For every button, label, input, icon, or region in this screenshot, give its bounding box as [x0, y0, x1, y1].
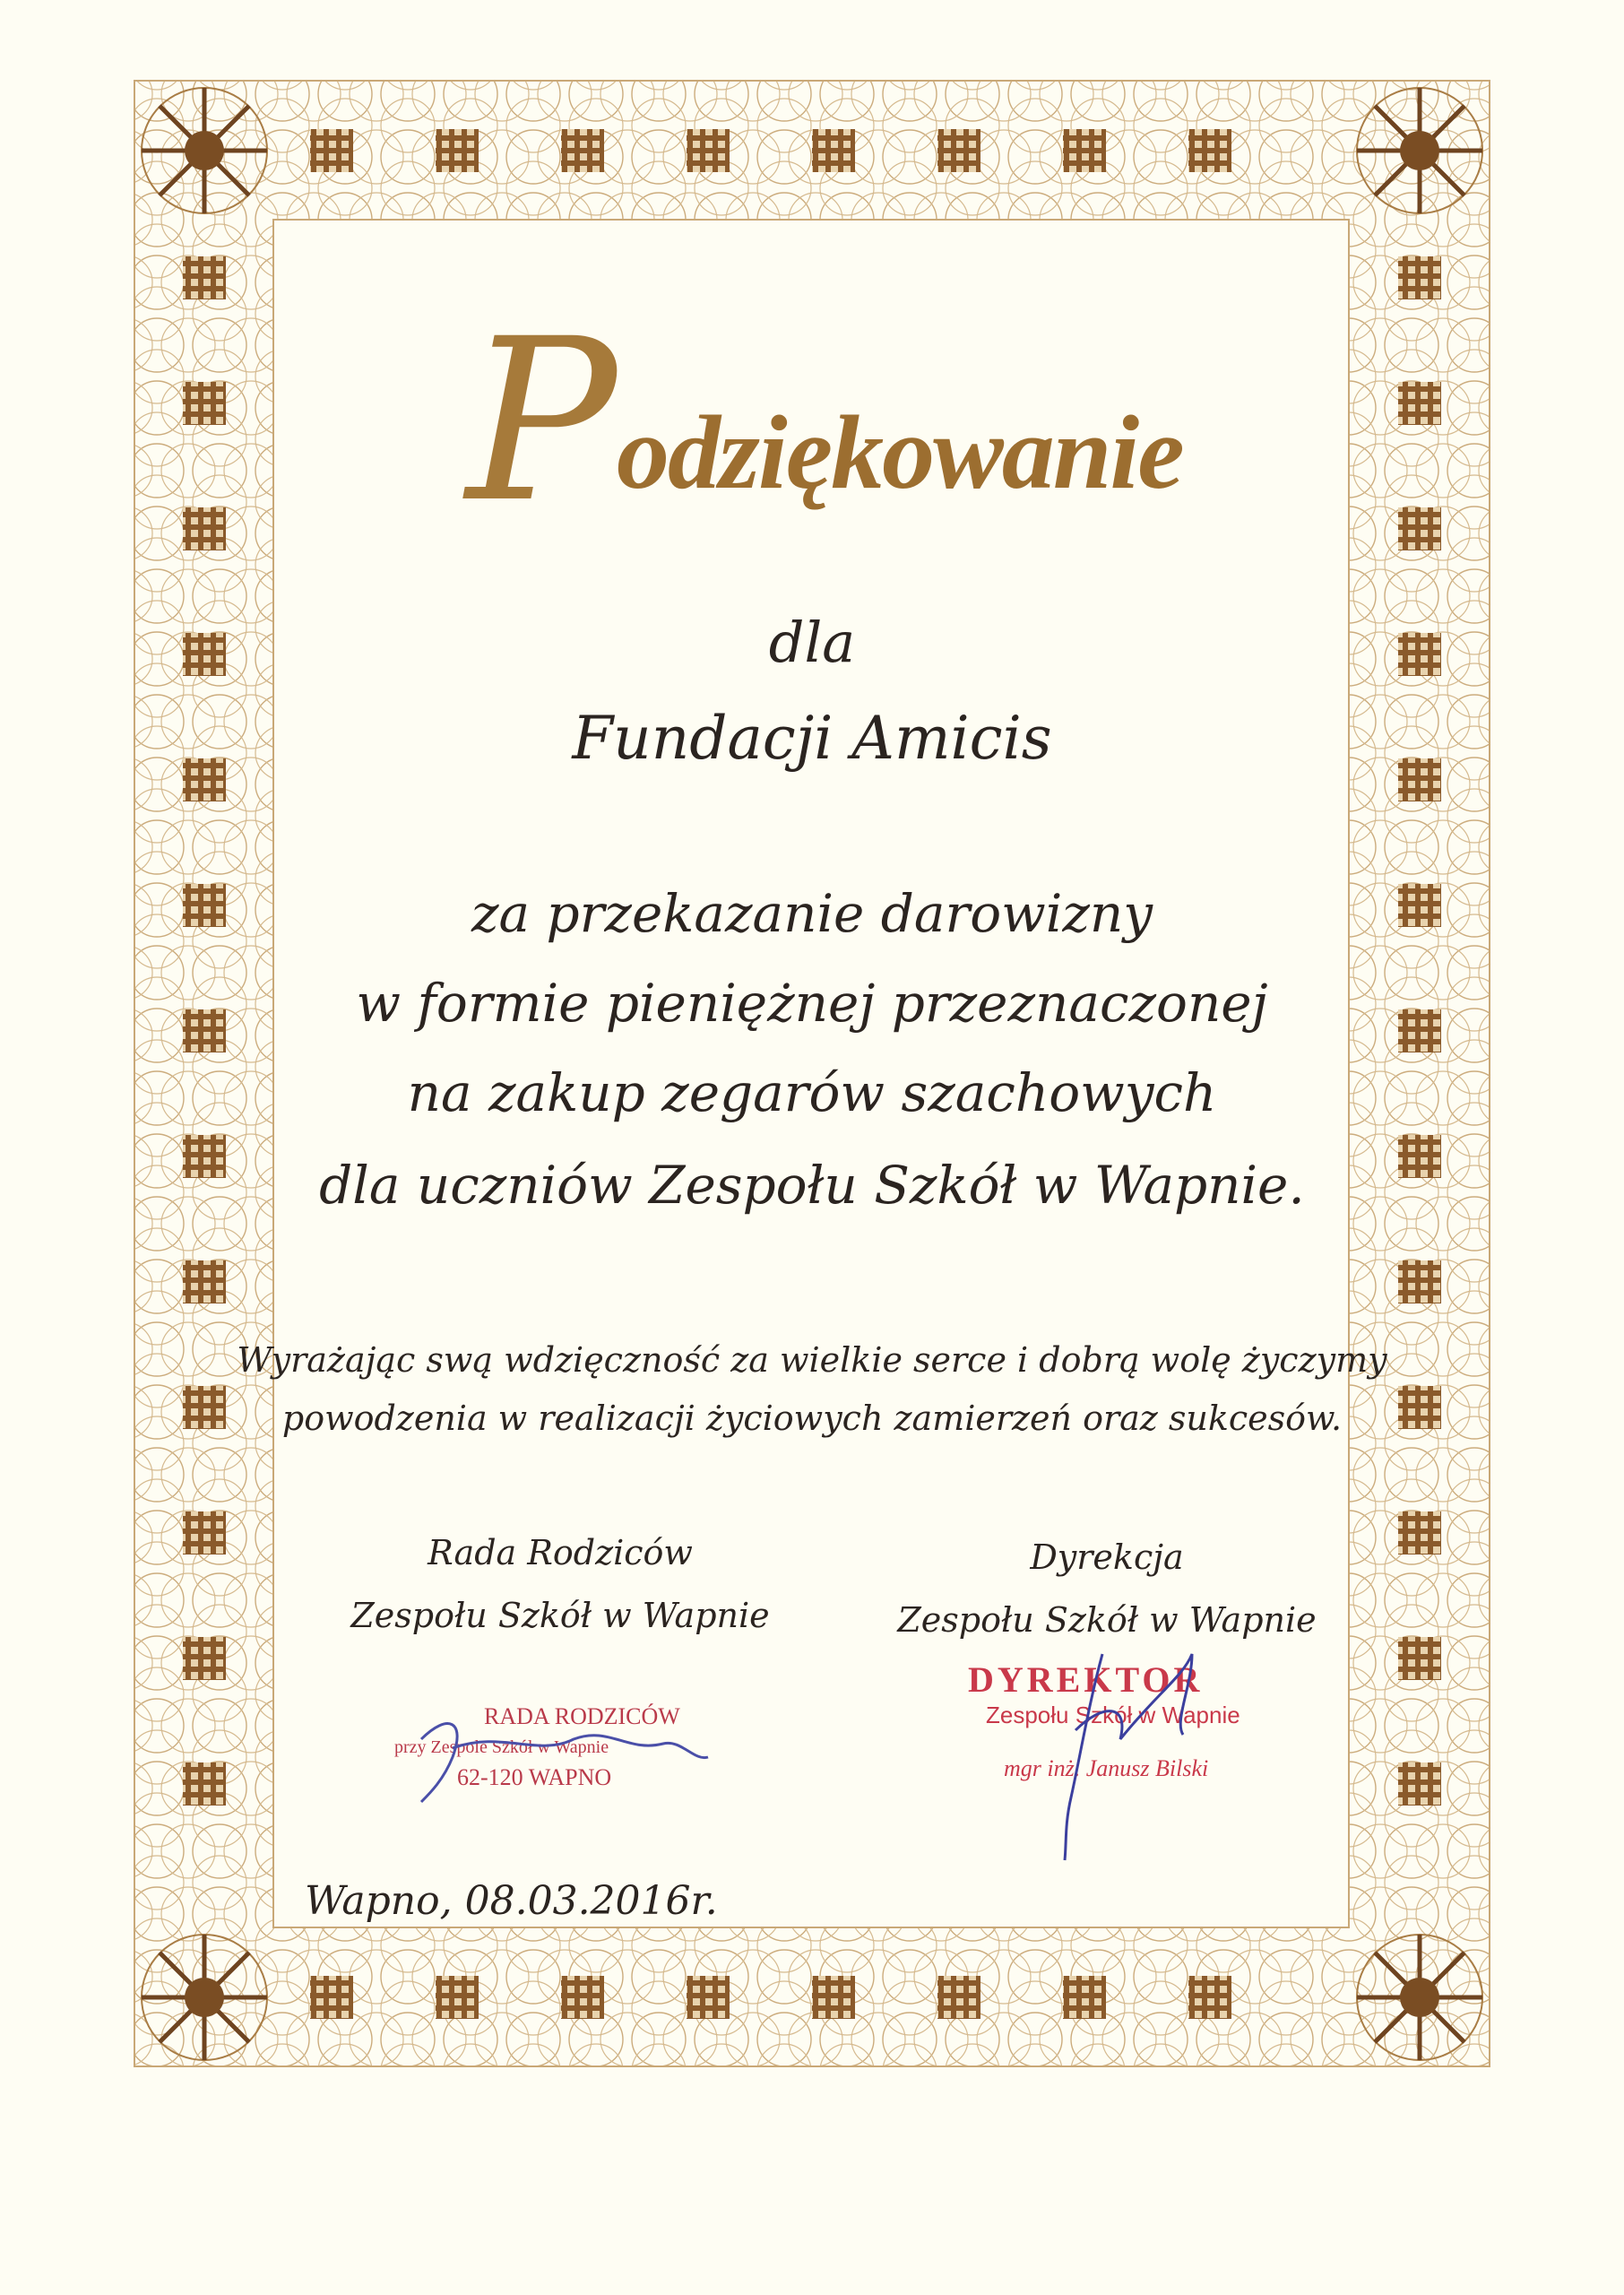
reason-line: w formie pieniężnej przeznaczonej: [356, 973, 1268, 1034]
border-ornament-block: [1398, 1511, 1441, 1555]
reason-line: za przekazanie darowizny: [471, 883, 1153, 944]
border-ornament-block: [1398, 256, 1441, 299]
title-rest: odziękowanie: [617, 394, 1183, 511]
border-ornament-block: [1398, 382, 1441, 425]
border-ornament-block: [436, 129, 479, 172]
issue-date: Wapno, 08.03.2016r.: [305, 1878, 718, 1924]
stamp-line: RADA RODZICÓW: [484, 1703, 680, 1729]
border-ornament-block: [436, 1976, 479, 2019]
border-ornament-block: [561, 1976, 604, 2019]
border-ornament-block: [310, 1976, 353, 2019]
reason-line: na zakup zegarów szachowych: [407, 1062, 1217, 1123]
left-signatory-school: Zespołu Szkół w Wapnie: [350, 1596, 770, 1635]
border-ornament-block: [1398, 1762, 1441, 1806]
border-ornament-block: [183, 1762, 226, 1806]
corner-rosette-top-left: [142, 88, 267, 213]
director-stamp: [968, 1658, 1326, 1784]
border-ornament-block: [937, 129, 980, 172]
border-ornament-block: [561, 129, 604, 172]
wish-line: Wyrażając swą wdzięczność za wielkie serce i dobrą wolę życzymy: [237, 1340, 1387, 1380]
border-ornament-block: [1188, 1976, 1231, 2019]
border-ornament-block: [1063, 1976, 1106, 2019]
border-ornament-block: [183, 1511, 226, 1555]
border-ornament-block: [1063, 129, 1106, 172]
preposition-text: dla: [768, 610, 856, 675]
border-ornament-block: [183, 1260, 226, 1303]
left-signatory-title: Rada Rodziców: [428, 1533, 693, 1572]
corner-rosette-bottom-left: [142, 1935, 267, 2060]
border-ornament-block: [812, 129, 855, 172]
corner-rosette-bottom-right: [1357, 1935, 1482, 2060]
parents-council-stamp: [394, 1703, 717, 1829]
border-ornament-block: [812, 1976, 855, 2019]
wish-line: powodzenia w realizacji życiowych zamierzeń oraz sukcesów.: [281, 1399, 1343, 1438]
right-signatory-school: Zespołu Szkół w Wapnie: [897, 1600, 1317, 1640]
border-ornament-block: [937, 1976, 980, 2019]
border-ornament-block: [310, 129, 353, 172]
border-ornament-block: [183, 256, 226, 299]
border-ornament-block: [183, 382, 226, 425]
stamp-line: mgr inż. Janusz Bilski: [1004, 1755, 1209, 1781]
border-ornament-block: [1398, 507, 1441, 550]
corner-rosette-top-right: [1357, 88, 1482, 213]
border-ornament-block: [183, 1637, 226, 1680]
reason-line: dla uczniów Zespołu Szkół w Wapnie.: [319, 1155, 1305, 1216]
recipient-name: Fundacji Amicis: [572, 704, 1052, 773]
title-initial: P: [466, 290, 618, 551]
border-ornament-block: [1398, 1637, 1441, 1680]
border-ornament-block: [1188, 129, 1231, 172]
border-ornament-block: [183, 507, 226, 550]
stamp-line: DYREKTOR: [968, 1659, 1204, 1700]
right-signatory-title: Dyrekcja: [1030, 1537, 1184, 1577]
border-ornament-block: [687, 1976, 730, 2019]
border-ornament-block: [687, 129, 730, 172]
certificate-title: [466, 290, 1201, 551]
stamp-line: Zespołu Szkół w Wapnie: [986, 1702, 1240, 1728]
stamp-line: przy Zespole Szkół w Wapnie: [394, 1737, 609, 1757]
border-ornament-block: [1398, 1260, 1441, 1303]
stamp-line: 62-120 WAPNO: [457, 1764, 612, 1790]
